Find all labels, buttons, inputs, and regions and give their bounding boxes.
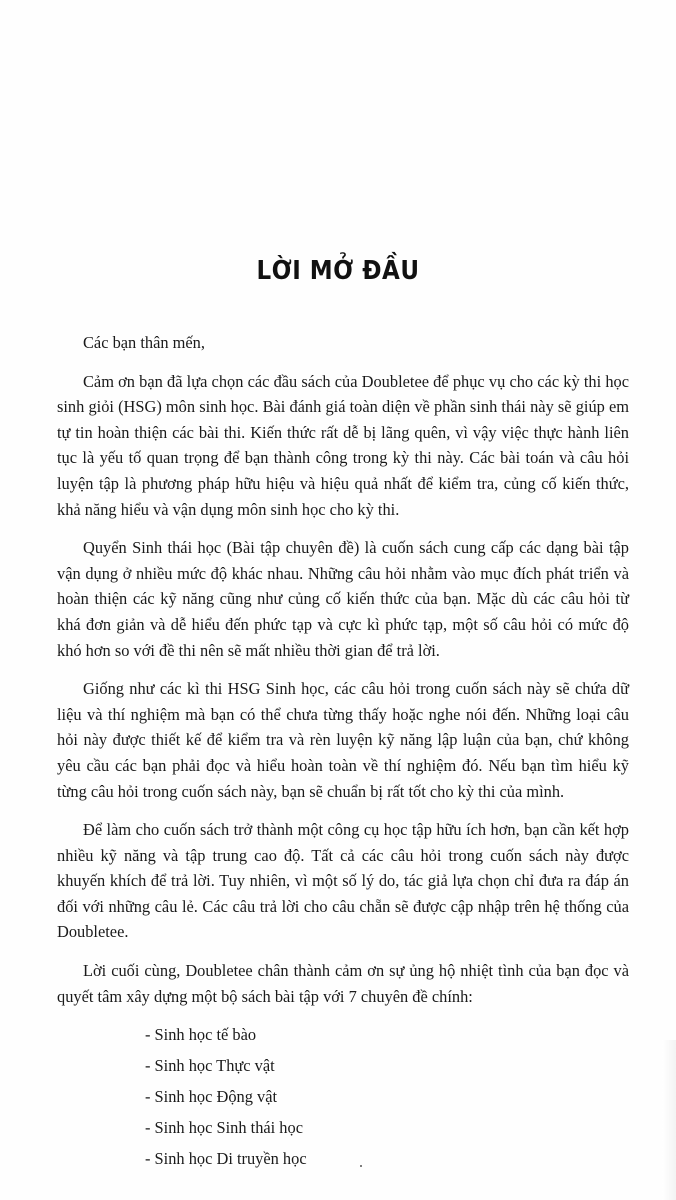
topic-item: - Sinh học Sinh thái học (145, 1118, 303, 1138)
scan-speck (360, 1165, 362, 1167)
topic-item: - Sinh học Thực vật (145, 1056, 275, 1076)
paragraph: Giống như các kì thi HSG Sinh học, các câu hỏi trong cuốn sách này sẽ chứa dữ liệu và thí nghiệm mà bạn có thể chưa từng thấy hoặc nghe nói đến. Những loại câu hỏi này được thiết kế để kiểm tra và rèn luyện kỹ năng lập luận của bạn, chứ không yêu cầu các bạn phải đọc và hiểu hoàn toàn về thí nghiệm đó. Nếu bạn tìm hiểu kỹ từng câu hỏi trong cuốn sách này, bạn sẽ chuẩn bị rất tốt cho kỳ thi của mình. (57, 679, 629, 801)
paragraph: Cảm ơn bạn đã lựa chọn các đầu sách của Doubletee để phục vụ cho các kỳ thi học sinh giỏi (HSG) môn sinh học. Bài đánh giá toàn diện về phần sinh thái này sẽ giúp em tự tin hoàn thiện các bài thi. Kiến thức rất dễ bị lãng quên, vì vậy việc thực hành liên tục là yếu tố quan trọng để bạn thành công trong kỳ thi này. Các bài toán và câu hỏi luyện tập là phương pháp hữu hiệu và hiệu quả nhất để kiểm tra, củng cố kiến thức, khả năng hiểu và vận dụng môn sinh học cho kỳ thi. (57, 371, 629, 519)
greeting: Các bạn thân mến, (83, 333, 205, 352)
paragraph: Lời cuối cùng, Doubletee chân thành cảm ơn sự ủng hộ nhiệt tình của bạn đọc và quyết tâm xây dựng một bộ sách bài tập với 7 chuyên đề chính: (57, 961, 629, 1006)
preface-body (57, 330, 629, 1177)
page-edge-shadow (662, 1040, 676, 1200)
paragraph: Quyển Sinh thái học (Bài tập chuyên đề) là cuốn sách cung cấp các dạng bài tập vận dụng ở nhiều mức độ khác nhau. Những câu hỏi nhằm vào mục đích phát triển và hoàn thiện các kỹ năng cũng như củng cố kiến thức của bạn. Mặc dù các câu hỏi từ khá đơn giản và dễ hiểu đến phức tạp và cực kì phức tạp, một số câu hỏi có mức độ khó hơn so với đề thi nên sẽ mất nhiều thời gian để trả lời. (57, 538, 629, 660)
topic-list (57, 1022, 629, 1177)
topic-item: - Sinh học Di truyền học (145, 1149, 307, 1169)
topic-item: - Sinh học tế bào (145, 1025, 257, 1045)
paragraph: Để làm cho cuốn sách trở thành một công cụ học tập hữu ích hơn, bạn cần kết hợp nhiều kỹ năng và tập trung cao độ. Tất cả các câu hỏi trong cuốn sách này được khuyến khích để trả lời. Tuy nhiên, vì một số lý do, tác giả lựa chọn chỉ đưa ra đáp án đối với những câu lẻ. Các câu trả lời cho câu chẵn sẽ được cập nhập trên hệ thống của Doubletee. (57, 820, 629, 942)
topic-item: - Sinh học Động vật (145, 1087, 278, 1107)
page-title: LỜI MỞ ĐẦU (256, 256, 420, 286)
